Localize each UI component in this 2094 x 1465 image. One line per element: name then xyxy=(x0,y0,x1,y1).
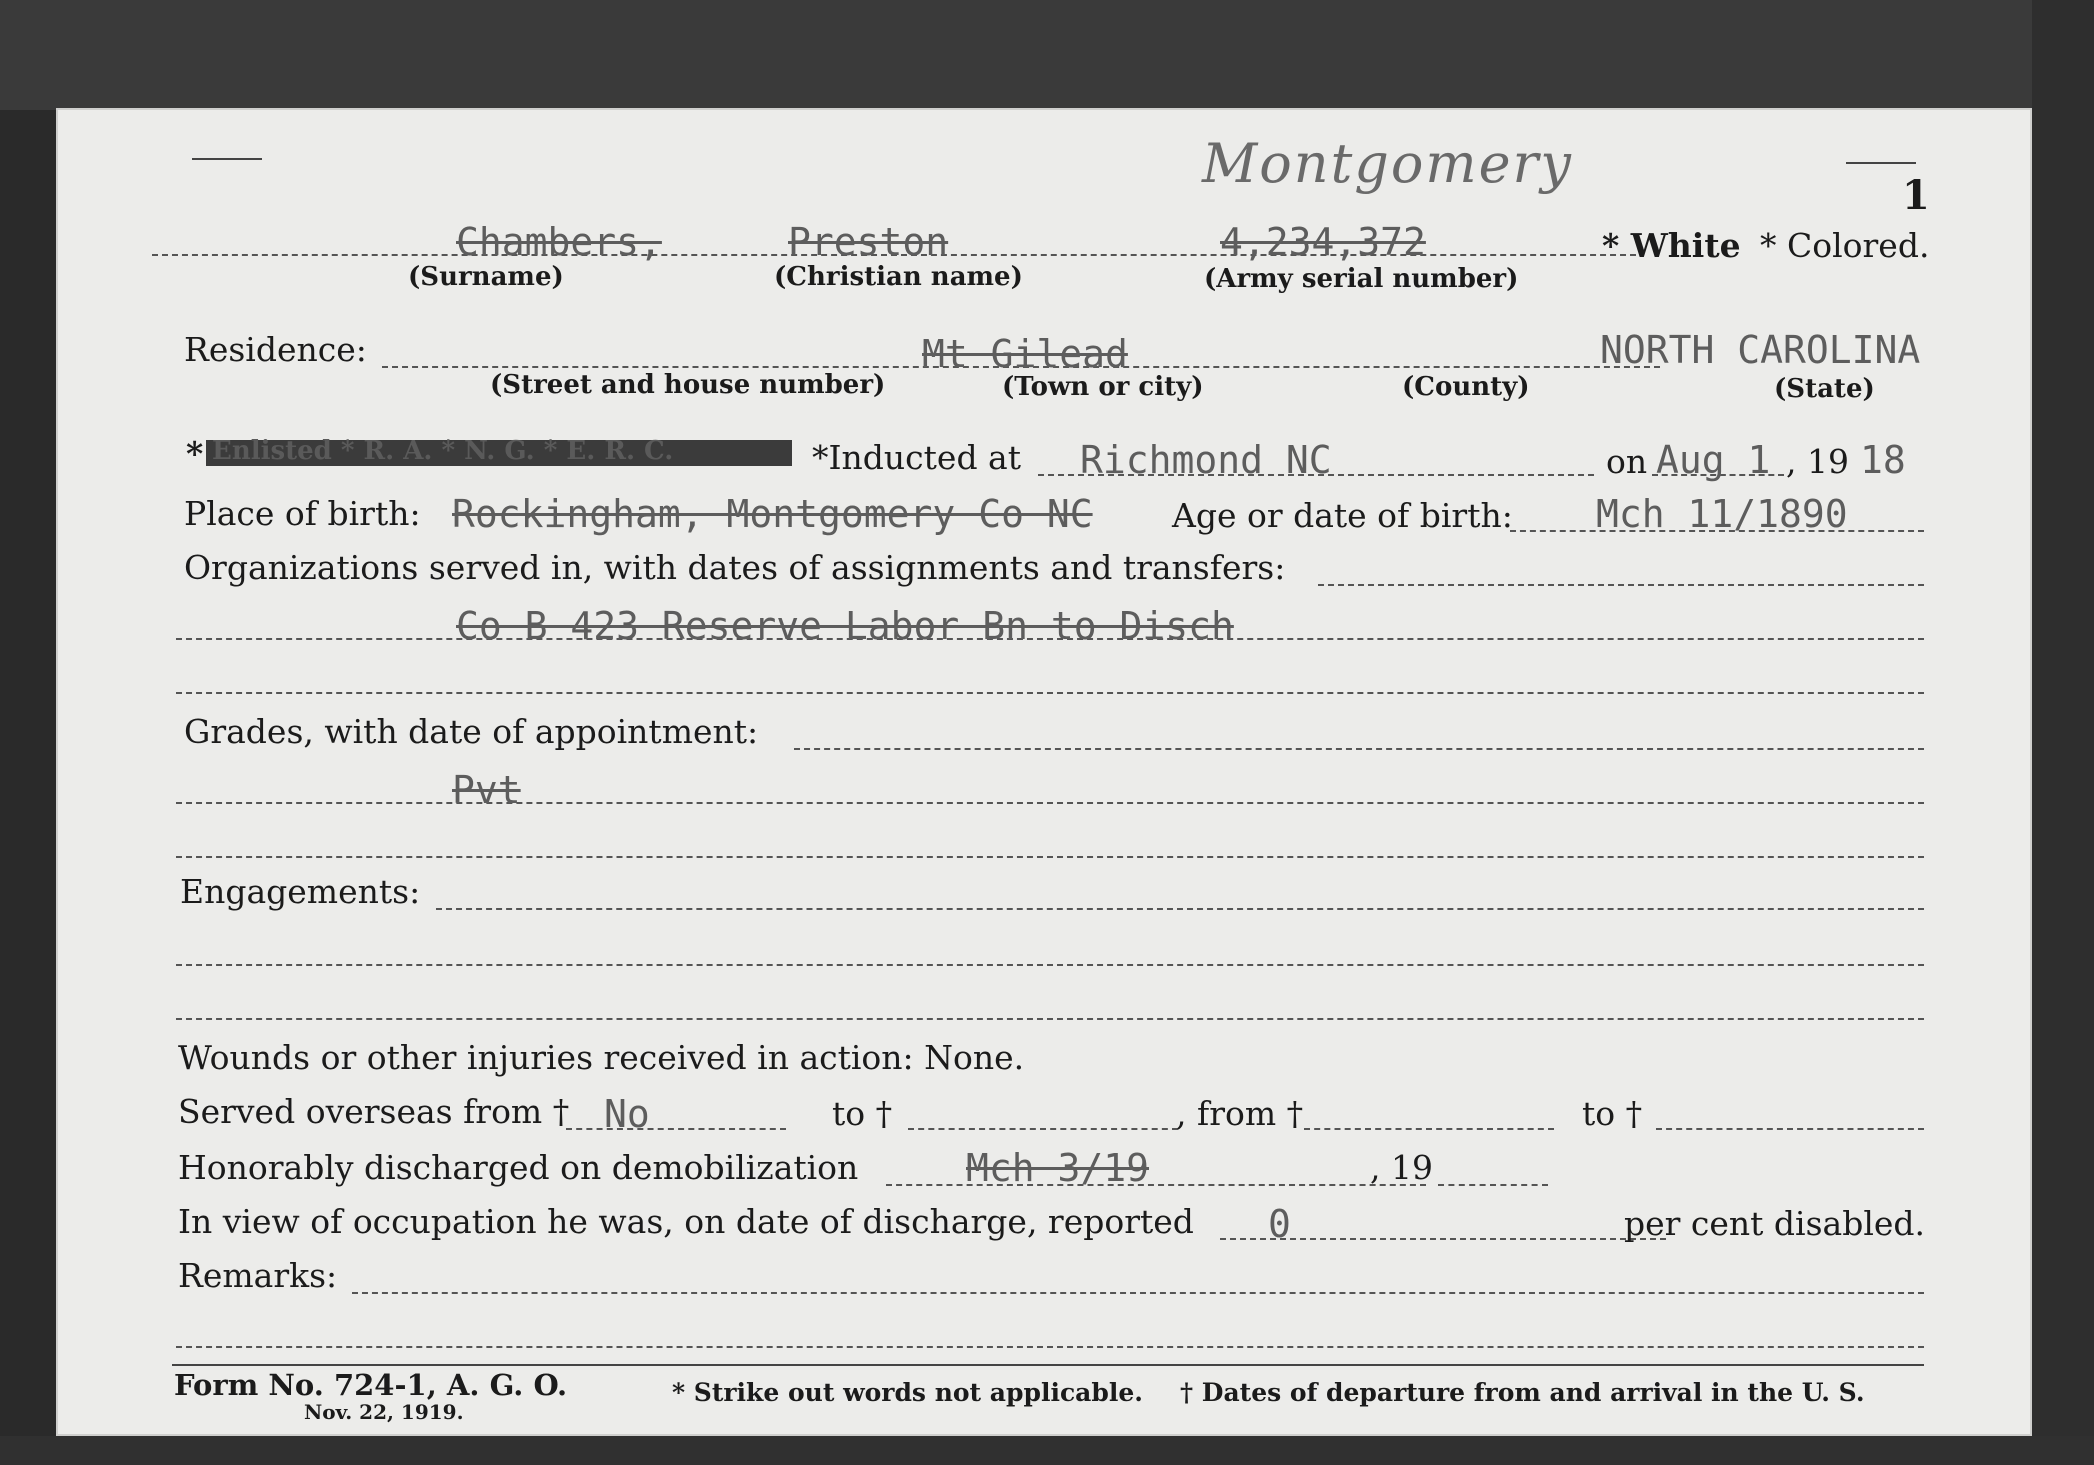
form-number: Form No. 724-1, A. G. O. xyxy=(174,1368,568,1402)
inducted-on-label: on xyxy=(1606,442,1648,481)
organizations-line-1 xyxy=(1318,584,1924,586)
county-annotation: Montgomery xyxy=(1202,132,1573,195)
race-white-option: * White xyxy=(1602,226,1741,265)
grades-label: Grades, with date of appointment: xyxy=(184,712,759,751)
scan-background-right xyxy=(2032,0,2094,1465)
form-date: Nov. 22, 1919. xyxy=(304,1400,464,1424)
serial-number-value: 4,234,372 xyxy=(1220,220,1426,264)
card-number: 1 xyxy=(1902,172,1930,219)
state-caption: (State) xyxy=(1774,374,1875,404)
surname-caption: (Surname) xyxy=(408,262,564,292)
remarks-line-1 xyxy=(352,1292,1924,1294)
surname-value: Chambers, xyxy=(456,220,662,264)
overseas-label: Served overseas from † xyxy=(178,1092,570,1131)
grades-value: Pvt xyxy=(452,768,521,812)
enlisted-star: * xyxy=(186,434,204,473)
overseas-to-line xyxy=(908,1128,1178,1130)
discharge-label: Honorably discharged on demobilization xyxy=(178,1148,859,1187)
overseas-to2-label: to † xyxy=(1582,1094,1643,1133)
organizations-line-3 xyxy=(176,692,1924,694)
engagements-line-2 xyxy=(176,964,1924,966)
engagements-line-3 xyxy=(176,1018,1924,1020)
inducted-date-value: Aug 1 xyxy=(1656,438,1771,482)
residence-state-value: NORTH CAROLINA xyxy=(1600,328,1921,372)
scan-background-top xyxy=(0,0,2094,110)
struck-enlistment-options xyxy=(206,436,792,466)
organizations-value: Co B 423 Reserve Labor Bn to Disch xyxy=(456,604,1234,648)
organizations-label: Organizations served in, with dates of assignments and transfers: xyxy=(184,548,1286,587)
inducted-at-label: *Inducted at xyxy=(812,438,1021,477)
overseas-from2-line xyxy=(1304,1128,1554,1130)
disability-value: 0 xyxy=(1268,1202,1291,1246)
inducted-place-value: Richmond NC xyxy=(1080,438,1332,482)
serial-number-caption: (Army serial number) xyxy=(1204,264,1519,294)
discharge-year-line xyxy=(1438,1184,1548,1186)
county-caption: (County) xyxy=(1402,372,1530,402)
corner-rule xyxy=(192,158,262,160)
overseas-from-line xyxy=(566,1128,786,1130)
place-of-birth-label: Place of birth: xyxy=(184,494,421,533)
town-caption: (Town or city) xyxy=(1002,372,1204,402)
grades-line-1 xyxy=(794,748,1924,750)
inducted-year-prefix: , 19 xyxy=(1786,442,1849,481)
discharge-year-prefix: , 19 xyxy=(1370,1148,1433,1187)
scan-background-bottom xyxy=(0,1436,2094,1465)
remarks-line-2 xyxy=(176,1346,1924,1348)
service-record-card xyxy=(56,108,2032,1436)
corner-rule-right xyxy=(1846,162,1916,164)
footnote-strike-out: * Strike out words not applicable. xyxy=(672,1378,1143,1407)
residence-town-value: Mt Gilead xyxy=(922,332,1128,376)
residence-label: Residence: xyxy=(184,330,367,369)
struck-enlistment-text: Enlisted * R. A. * N. G. * E. R. C. xyxy=(212,436,674,466)
christian-name-value: Preston xyxy=(788,220,949,264)
date-of-birth-label: Age or date of birth: xyxy=(1172,496,1513,535)
overseas-to2-line xyxy=(1656,1128,1924,1130)
remarks-label: Remarks: xyxy=(178,1256,338,1295)
overseas-from2-label: , from † xyxy=(1176,1094,1304,1133)
inducted-year-value: 18 xyxy=(1860,438,1906,482)
overseas-from-value: No xyxy=(604,1092,650,1136)
street-caption: (Street and house number) xyxy=(490,370,886,400)
discharge-date-value: Mch 3/19 xyxy=(966,1146,1150,1190)
engagements-label: Engagements: xyxy=(180,872,421,911)
grades-line-3 xyxy=(176,856,1924,858)
christian-name-caption: (Christian name) xyxy=(774,262,1023,292)
disability-suffix: per cent disabled. xyxy=(1624,1204,1926,1243)
wounds-text: Wounds or other injuries received in action: None. xyxy=(178,1038,1025,1077)
date-of-birth-value: Mch 11/1890 xyxy=(1596,492,1848,536)
footnote-dates: † Dates of departure from and arrival in the U. S. xyxy=(1180,1378,1865,1407)
place-of-birth-value: Rockingham, Montgomery Co NC xyxy=(452,492,1093,536)
overseas-to-label: to † xyxy=(832,1094,893,1133)
engagements-line-1 xyxy=(436,908,1924,910)
grades-line-2 xyxy=(176,802,1924,804)
footer-rule xyxy=(172,1364,1924,1366)
disability-label: In view of occupation he was, on date of discharge, reported xyxy=(178,1202,1194,1241)
race-colored-option: * Colored. xyxy=(1760,226,1930,265)
